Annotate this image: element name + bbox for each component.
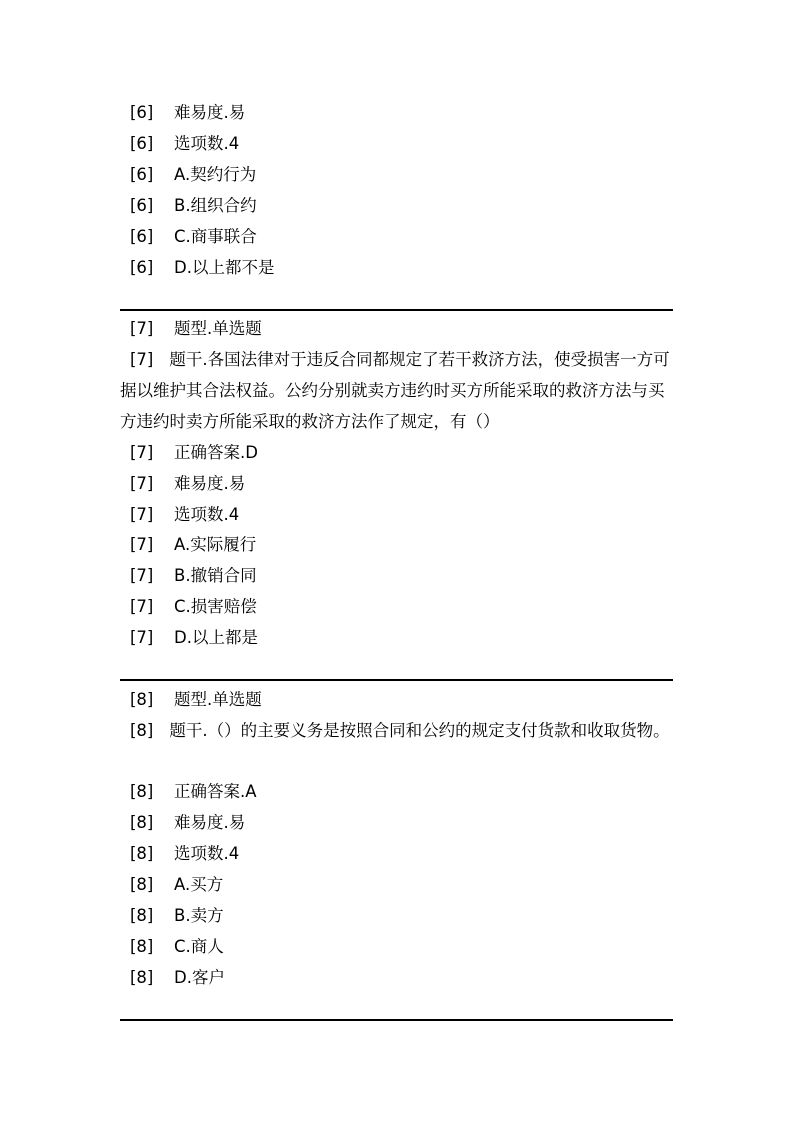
q8-number: [8] bbox=[130, 906, 154, 925]
q6-difficulty: 难易度.易 bbox=[174, 103, 246, 122]
q6-option-b-text: B.组织合约 bbox=[174, 196, 257, 215]
q6-option-d bbox=[120, 252, 680, 283]
q6-option-c-text: C.商事联合 bbox=[174, 227, 257, 246]
q7-number: [7] bbox=[130, 535, 154, 554]
q7-number: [7] bbox=[130, 443, 154, 462]
q7-option-a bbox=[120, 529, 680, 560]
q8-option-a bbox=[120, 869, 680, 900]
q8-stem: 题干.（）的主要义务是按照合同和公约的规定支付货款和收取货物。 bbox=[169, 721, 670, 740]
q7-option-d bbox=[120, 622, 680, 653]
q7-answer: 正确答案.D bbox=[174, 443, 258, 462]
q8-number: [8] bbox=[130, 690, 154, 709]
q7-type-line bbox=[120, 313, 680, 344]
q7-stem: 题干.各国法律对于违反合同都规定了若干救济方法，使受损害一方可据以维护其合法权益。公约分别就卖方违约时买方所能采取的救济方法与买方违约时卖方所能采取的救济方法作了规定，有（） bbox=[120, 350, 670, 431]
q7-option-b-text: B.撤销合同 bbox=[174, 566, 257, 585]
q6-option-c bbox=[120, 221, 680, 252]
q7-difficulty-line bbox=[120, 468, 680, 499]
q6-option-count: 选项数.4 bbox=[174, 134, 240, 153]
q6-number: [6] bbox=[130, 134, 154, 153]
q6-number: [6] bbox=[130, 196, 154, 215]
q7-number: [7] bbox=[130, 566, 154, 585]
q7-option-b bbox=[120, 560, 680, 591]
q8-option-a-text: A.买方 bbox=[174, 875, 224, 894]
q8-type: 题型.单选题 bbox=[174, 690, 262, 709]
q8-option-d bbox=[120, 962, 680, 993]
q7-answer-line bbox=[120, 437, 680, 468]
q7-number: [7] bbox=[130, 319, 154, 338]
q8-number: [8] bbox=[130, 875, 154, 894]
q7-number: [7] bbox=[130, 628, 154, 647]
q8-type-line bbox=[120, 684, 680, 715]
q8-number: [8] bbox=[130, 937, 154, 956]
separator-rule bbox=[120, 1019, 673, 1021]
q7-option-c-text: C.损害赔偿 bbox=[174, 597, 257, 616]
q6-option-a-text: A.契约行为 bbox=[174, 165, 257, 184]
q6-difficulty-line bbox=[120, 97, 680, 128]
q8-difficulty: 难易度.易 bbox=[174, 813, 246, 832]
q7-number: [7] bbox=[130, 474, 154, 493]
q7-number: [7] bbox=[130, 505, 154, 524]
q8-number: [8] bbox=[130, 813, 154, 832]
separator-rule bbox=[120, 309, 673, 311]
q8-answer: 正确答案.A bbox=[174, 782, 257, 801]
separator-rule bbox=[120, 679, 673, 681]
q8-difficulty-line bbox=[120, 807, 680, 838]
q7-option-count: 选项数.4 bbox=[174, 505, 240, 524]
q7-option-a-text: A.实际履行 bbox=[174, 535, 257, 554]
q6-number: [6] bbox=[130, 165, 154, 184]
q7-type: 题型.单选题 bbox=[174, 319, 262, 338]
q7-option-d-text: D.以上都是 bbox=[174, 628, 258, 647]
q8-option-c-text: C.商人 bbox=[174, 937, 224, 956]
q8-option-d-text: D.客户 bbox=[174, 968, 225, 987]
q8-answer-line bbox=[120, 776, 680, 807]
q8-number: [8] bbox=[130, 844, 154, 863]
q8-stem-paragraph bbox=[120, 715, 680, 746]
q6-option-count-line bbox=[120, 128, 680, 159]
q6-option-a bbox=[120, 159, 680, 190]
q7-option-c bbox=[120, 591, 680, 622]
q7-difficulty: 难易度.易 bbox=[174, 474, 246, 493]
q8-number: [8] bbox=[130, 968, 154, 987]
q6-option-d-text: D.以上都不是 bbox=[174, 258, 275, 277]
q6-number: [6] bbox=[130, 227, 154, 246]
q8-option-count-line bbox=[120, 838, 680, 869]
q6-number: [6] bbox=[130, 103, 154, 122]
q7-number: [7] bbox=[130, 597, 154, 616]
q8-number: [8] bbox=[130, 721, 154, 740]
q8-option-b-text: B.卖方 bbox=[174, 906, 224, 925]
q8-number: [8] bbox=[130, 782, 154, 801]
q8-option-count: 选项数.4 bbox=[174, 844, 240, 863]
q8-option-c bbox=[120, 931, 680, 962]
q6-number: [6] bbox=[130, 258, 154, 277]
q7-option-count-line bbox=[120, 499, 680, 530]
q8-option-b bbox=[120, 900, 680, 931]
q7-stem-paragraph bbox=[120, 344, 680, 437]
q6-option-b bbox=[120, 190, 680, 221]
q7-number: [7] bbox=[130, 350, 154, 369]
